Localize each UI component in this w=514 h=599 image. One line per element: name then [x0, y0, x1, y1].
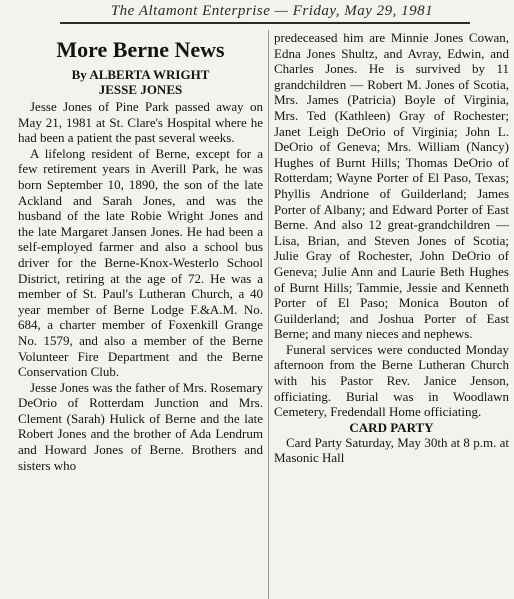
paragraph: Jesse Jones was the father of Mrs. Rosemary DeOrio of Rotterdam Junction and Mrs. Clement (Sarah) Hulick of Berne and the late Robert Jones and the brother of Ada Lendrum and Howard Jones of Berne. Brothers and sisters who: [18, 379, 263, 473]
obituary-subhead: JESSE JONES: [98, 82, 183, 97]
paragraph: Funeral services were conducted Monday afternoon from the Berne Lutheran Church with his Pastor Rev. Janice Jenson, officiating. Burial was in Woodlawn Cemetery, Fredendall Home officiating.: [274, 341, 509, 420]
masthead-rule: [60, 22, 470, 24]
card-party-text: Card Party Saturday, May 30th at 8 p.m. at Masonic Hall: [274, 434, 509, 466]
paragraph: Jesse Jones of Pine Park passed away on May 21, 1981 at St. Clare's Hospital where he had been a patient the past several weeks.: [18, 99, 263, 146]
paragraph: predeceased him are Minnie Jones Cowan, Edna Jones Shultz, and Avray, Edwin, and Charles Jones. He is survived by 11 grandchildren — Robert M. Jones of Scotia, Mrs. James (Patricia) Boyle of Virginia, Mrs. Ted (Kathleen) Gray of Rochester; Janet Leigh DeOrio of Virginia; John L. DeOrio of Geneva; Mrs. William (Nancy) Hughes of Burnt Hills; Thomas DeOrio of Rotterdam; Wayne Porter of El Paso, Texas; Phyllis Andrione of Guilderland; James Porter of Albany; and Edward Porter of East Berne. And also 12 great-grandchildren — Lisa, Brian, and Steven Jones of Scotia; Julie Gray of Rochester, John DeOrio of Geneva; Julie Ann and Laurie Beth Hughes of Burnt Hills; Tammie, Jessie and Kenneth Porter of El Paso; Monica Bouton of Guilderland; and Joshua Porter of East Berne; and many nieces and nephews.: [274, 30, 509, 342]
right-column: [274, 30, 509, 466]
byline: By ALBERTA WRIGHT: [71, 67, 210, 82]
masthead-dateline: The Altamont Enterprise — Friday, May 29, 1981: [110, 3, 434, 19]
left-column: [18, 38, 263, 473]
masthead: [0, 0, 514, 30]
column-divider: [268, 30, 269, 599]
paragraph: A lifelong resident of Berne, except for a few retirement years in Averill Park, he was born September 10, 1890, the son of the late Ackland and Sarah Jones, and was the husband of the late Robie Wright Jones and the late Margaret Jansen Jones. He had been a self-employed farmer and also a school bus driver for the Berne-Knox-Westerlo School District, retiring at the age of 72. He was a member of St. Paul's Lutheran Church, a 40 year member of Berne Lodge F.&A.M. No. 684, a charter member of Foxenkill Grange No. 1579, and also a member of the Berne Volunteer Fire Department and the Berne Conservation Club.: [18, 145, 263, 380]
card-party-heading: CARD PARTY: [349, 419, 434, 435]
article-headline: More Berne News: [56, 37, 225, 62]
